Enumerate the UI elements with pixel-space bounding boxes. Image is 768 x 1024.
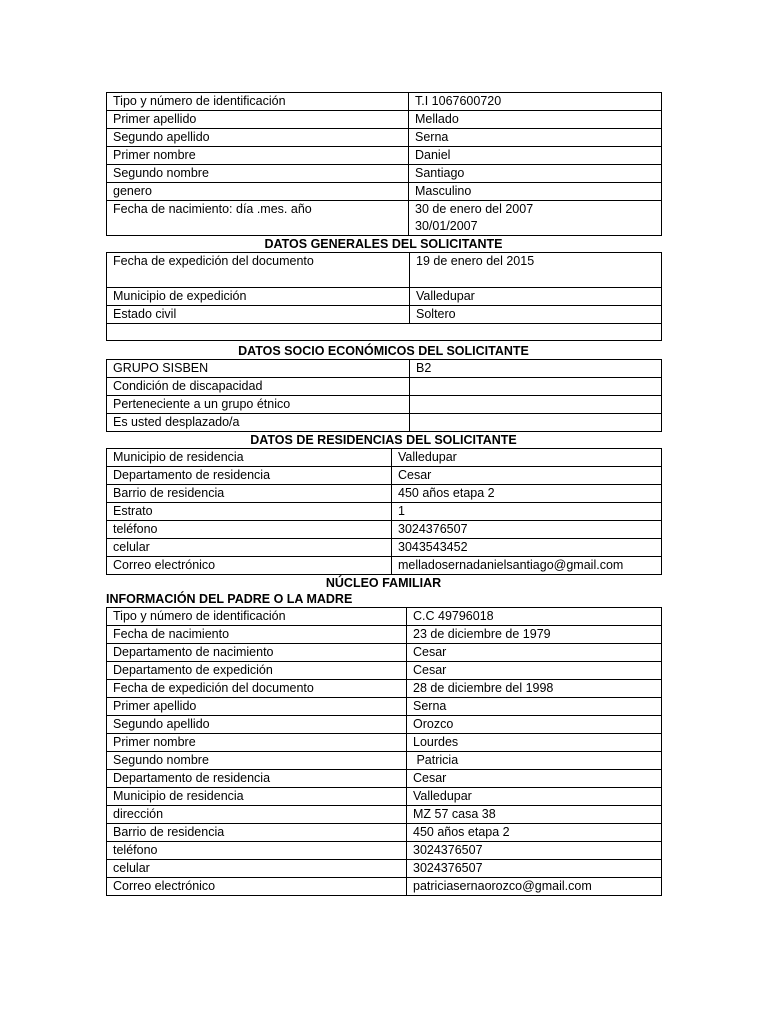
row-label: teléfono	[107, 521, 392, 539]
row-label: genero	[107, 183, 409, 201]
row-label: Primer nombre	[107, 734, 407, 752]
row-value: 450 años etapa 2	[407, 824, 662, 842]
row-label: GRUPO SISBEN	[107, 360, 410, 378]
row-label: Condición de discapacidad	[107, 378, 410, 396]
row-label: Municipio de expedición	[107, 288, 410, 306]
row-label: Primer apellido	[107, 111, 409, 129]
row-value: Valledupar	[392, 449, 662, 467]
row-value: 3043543452	[392, 539, 662, 557]
table-row	[107, 93, 662, 111]
row-label: Estado civil	[107, 306, 410, 324]
table-row	[107, 414, 662, 432]
table-row	[107, 503, 662, 521]
row-value: 19 de enero del 2015	[410, 253, 662, 288]
table-row	[107, 378, 662, 396]
row-label: teléfono	[107, 842, 407, 860]
row-value: 3024376507	[392, 521, 662, 539]
row-value: B2	[410, 360, 662, 378]
section-heading-residence: DATOS DE RESIDENCIAS DEL SOLICITANTE	[250, 433, 517, 447]
table-row	[107, 521, 662, 539]
section-heading-socio: DATOS SOCIO ECONÓMICOS DEL SOLICITANTE	[238, 344, 529, 358]
row-label: Departamento de nacimiento	[107, 644, 407, 662]
section-heading-family: NÚCLEO FAMILIAR	[325, 576, 442, 590]
row-label: Departamento de residencia	[107, 467, 392, 485]
table-row	[107, 788, 662, 806]
row-label: Municipio de residencia	[107, 788, 407, 806]
row-value: Daniel	[409, 147, 662, 165]
row-label: Segundo apellido	[107, 716, 407, 734]
row-value: C.C 49796018	[407, 608, 662, 626]
row-value: patriciasernaorozco@gmail.com	[407, 878, 662, 896]
table-row	[107, 770, 662, 788]
row-value	[410, 414, 662, 432]
table-row	[107, 360, 662, 378]
section-subheading-parent: INFORMACIÓN DEL PADRE O LA MADRE	[106, 592, 353, 606]
row-value: Orozco	[407, 716, 662, 734]
table-row	[107, 752, 662, 770]
table-row	[107, 111, 662, 129]
row-value: 23 de diciembre de 1979	[407, 626, 662, 644]
row-label: Correo electrónico	[107, 557, 392, 575]
row-label: Departamento de expedición	[107, 662, 407, 680]
table-row	[107, 129, 662, 147]
table-row	[107, 716, 662, 734]
row-label: Segundo apellido	[107, 129, 409, 147]
row-label: Departamento de residencia	[107, 770, 407, 788]
table-row	[107, 485, 662, 503]
row-value: Soltero	[410, 306, 662, 324]
table-row	[107, 680, 662, 698]
row-value: MZ 57 casa 38	[407, 806, 662, 824]
row-value: 450 años etapa 2	[392, 485, 662, 503]
row-value: T.I 1067600720	[409, 93, 662, 111]
socio-table	[106, 359, 662, 432]
form-document	[106, 92, 661, 896]
table-row	[107, 806, 662, 824]
row-value	[410, 396, 662, 414]
row-label: celular	[107, 539, 392, 557]
table-row	[107, 396, 662, 414]
row-value: Lourdes	[407, 734, 662, 752]
row-value: Cesar	[407, 770, 662, 788]
row-value: Serna	[407, 698, 662, 716]
row-label: Segundo nombre	[107, 165, 409, 183]
residence-table	[106, 448, 662, 575]
table-row	[107, 147, 662, 165]
row-label: Correo electrónico	[107, 878, 407, 896]
row-value	[410, 378, 662, 396]
row-value	[409, 201, 662, 236]
table-row-empty	[107, 324, 662, 341]
table-row	[107, 698, 662, 716]
row-label: Estrato	[107, 503, 392, 521]
row-label: Barrio de residencia	[107, 485, 392, 503]
row-value: Cesar	[407, 662, 662, 680]
general-table	[106, 252, 662, 341]
personal-table	[106, 92, 662, 236]
row-label: Primer apellido	[107, 698, 407, 716]
row-value: melladosernadanielsantiago@gmail.com	[392, 557, 662, 575]
row-value: 28 de diciembre del 1998	[407, 680, 662, 698]
row-label: Fecha de nacimiento	[107, 626, 407, 644]
table-row	[107, 288, 662, 306]
table-row	[107, 644, 662, 662]
table-row	[107, 824, 662, 842]
table-row	[107, 253, 662, 288]
table-row	[107, 608, 662, 626]
row-label: Fecha de nacimiento: día .mes. año	[107, 201, 409, 236]
table-row	[107, 626, 662, 644]
row-value: Valledupar	[410, 288, 662, 306]
section-heading-general: DATOS GENERALES DEL SOLICITANTE	[264, 237, 503, 251]
row-value: Masculino	[409, 183, 662, 201]
row-label: Es usted desplazado/a	[107, 414, 410, 432]
empty-cell	[107, 324, 662, 341]
table-row	[107, 539, 662, 557]
table-row	[107, 165, 662, 183]
row-value: 1	[392, 503, 662, 521]
table-row	[107, 449, 662, 467]
table-row	[107, 467, 662, 485]
table-row	[107, 860, 662, 878]
row-value: Valledupar	[407, 788, 662, 806]
table-row	[107, 842, 662, 860]
row-value: Serna	[409, 129, 662, 147]
row-label: Perteneciente a un grupo étnico	[107, 396, 410, 414]
row-label: Tipo y número de identificación	[107, 608, 407, 626]
table-row	[107, 557, 662, 575]
birth-date-long: 30 de enero del 2007	[415, 202, 534, 216]
row-label: Tipo y número de identificación	[107, 93, 409, 111]
row-value: Cesar	[407, 644, 662, 662]
table-row	[107, 734, 662, 752]
row-value: 3024376507	[407, 860, 662, 878]
table-row	[107, 201, 662, 236]
table-row	[107, 306, 662, 324]
row-label: Municipio de residencia	[107, 449, 392, 467]
family-table	[106, 607, 662, 896]
row-value: 3024376507	[407, 842, 662, 860]
table-row	[107, 662, 662, 680]
birth-date-short: 30/01/2007	[415, 219, 478, 233]
row-value: Patricia	[407, 752, 662, 770]
row-label: Fecha de expedición del documento	[107, 680, 407, 698]
row-label: Primer nombre	[107, 147, 409, 165]
row-label: Segundo nombre	[107, 752, 407, 770]
row-value: Cesar	[392, 467, 662, 485]
row-label: Fecha de expedición del documento	[107, 253, 410, 288]
row-value: Santiago	[409, 165, 662, 183]
row-value: Mellado	[409, 111, 662, 129]
row-label: celular	[107, 860, 407, 878]
row-label: Barrio de residencia	[107, 824, 407, 842]
table-row	[107, 183, 662, 201]
row-label: dirección	[107, 806, 407, 824]
table-row	[107, 878, 662, 896]
